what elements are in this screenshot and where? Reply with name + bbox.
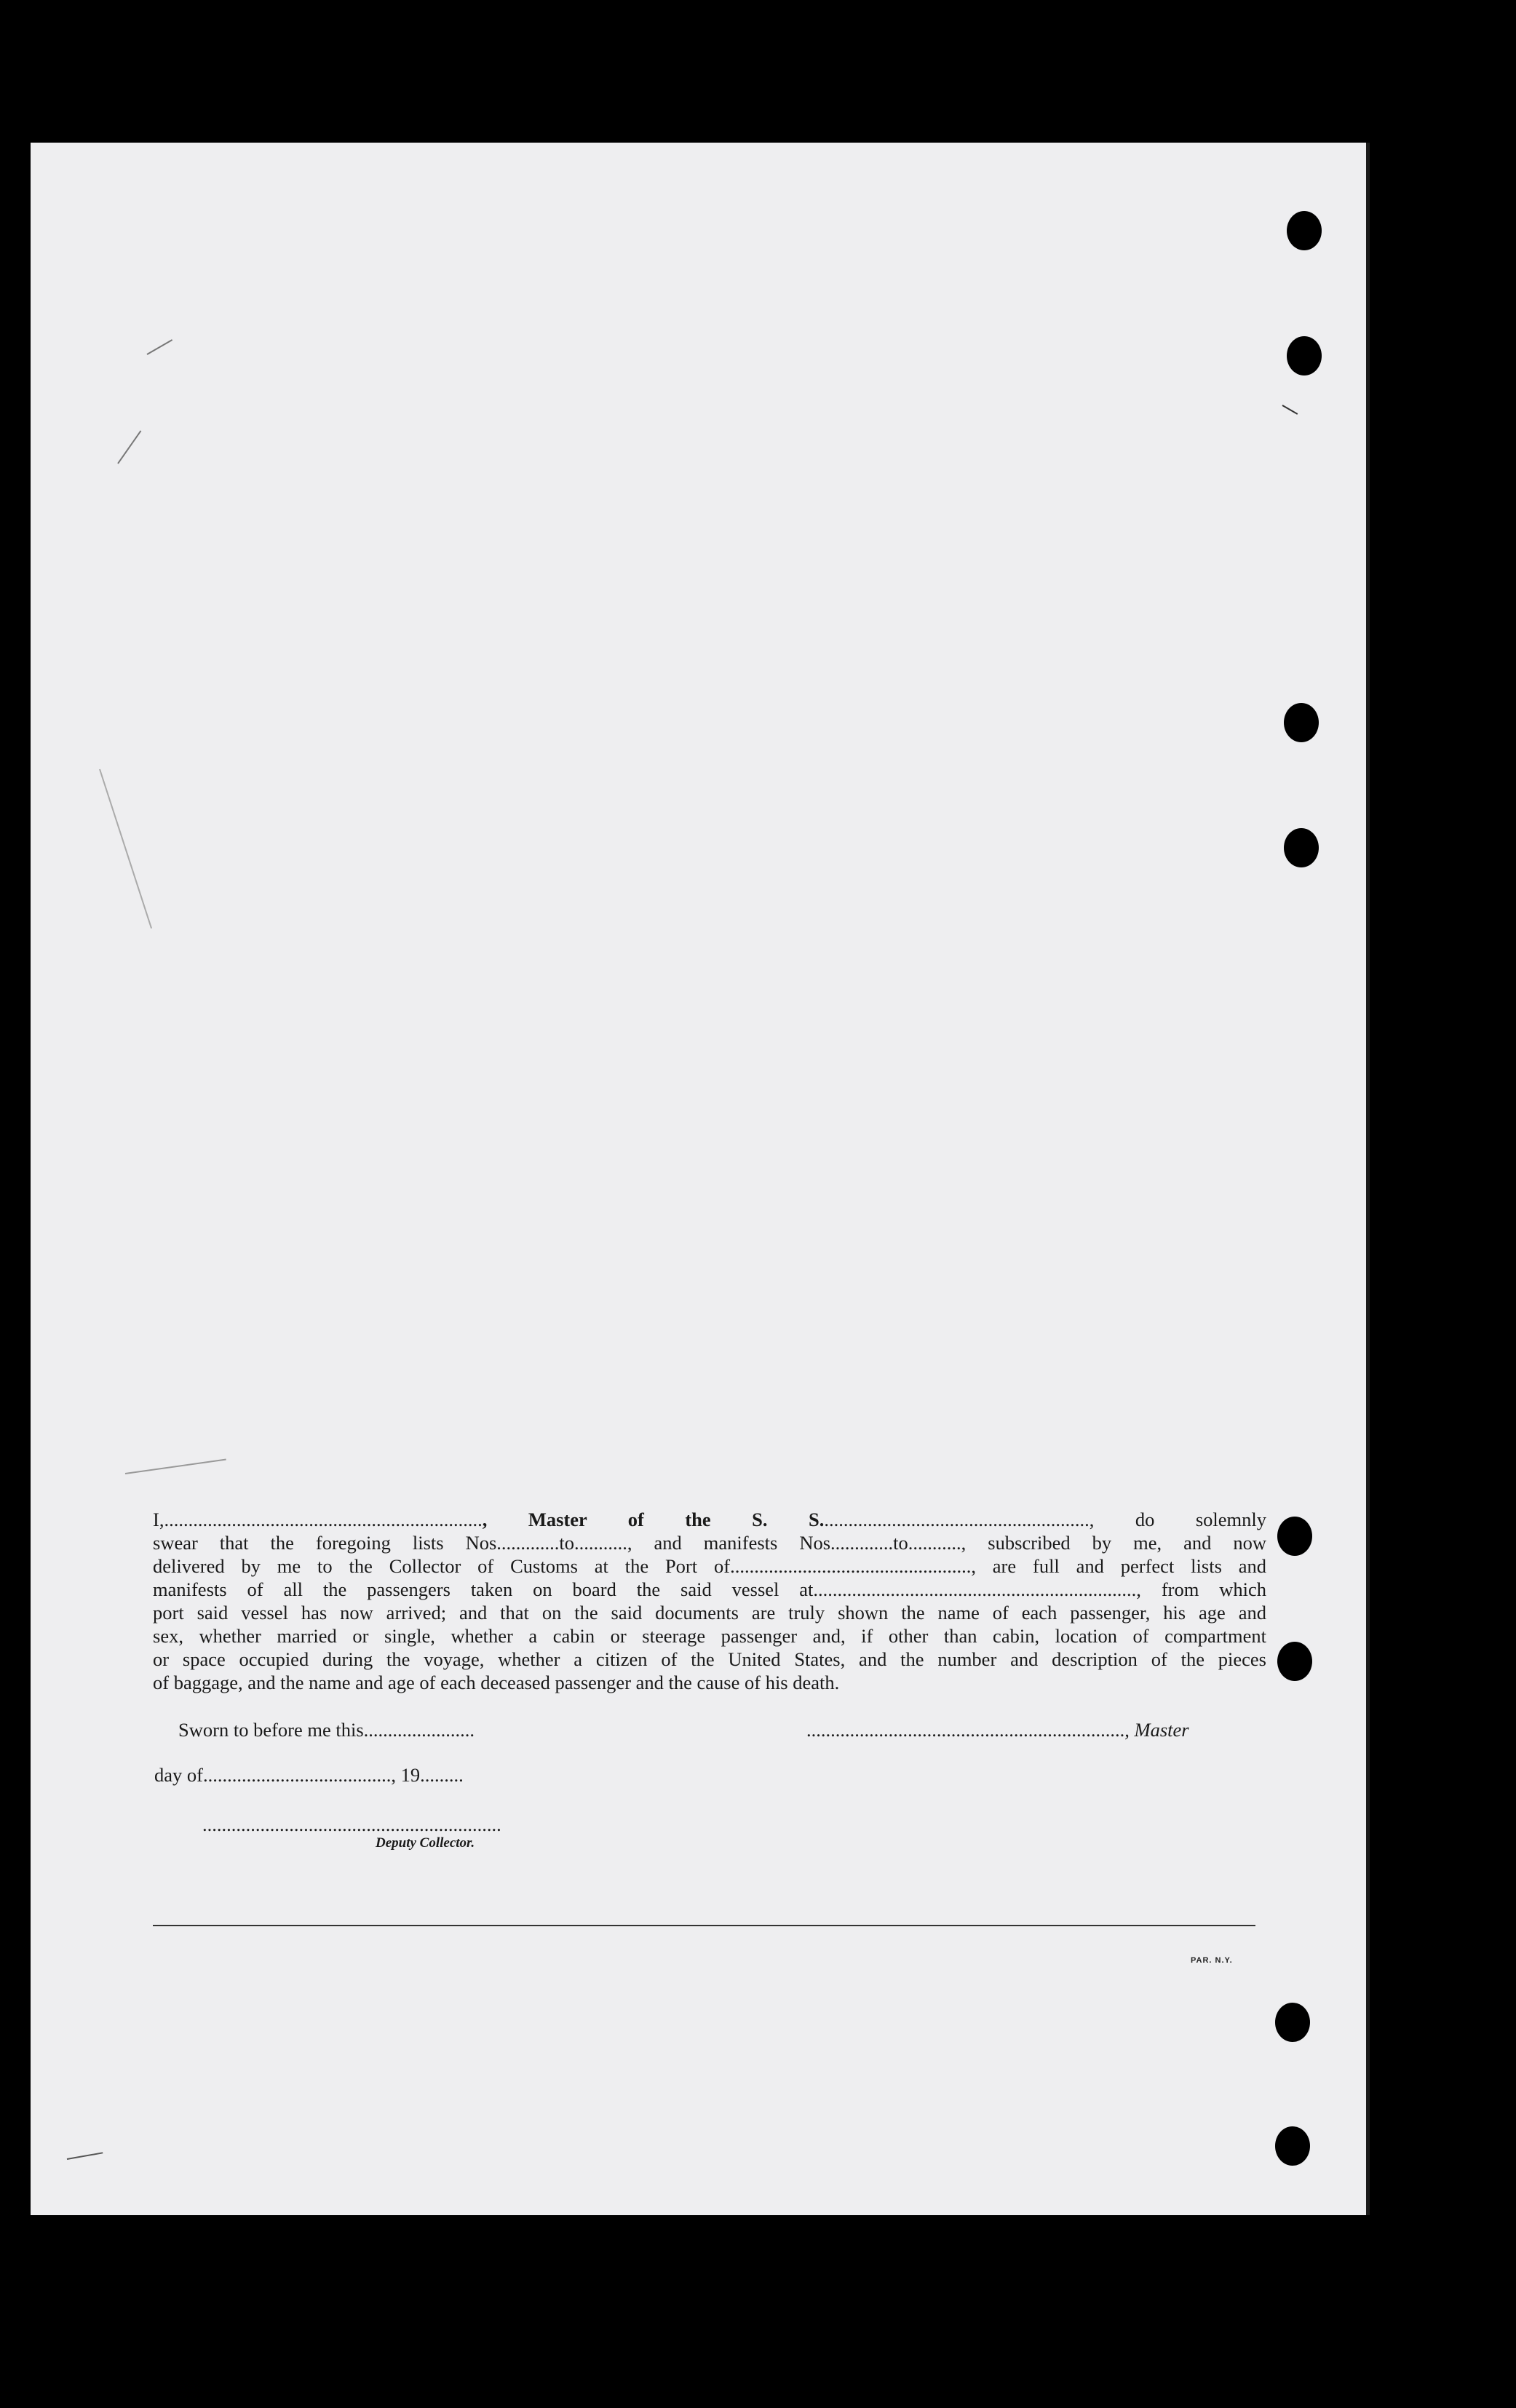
pen-mark (67, 2152, 103, 2160)
punch-hole (1277, 1642, 1312, 1681)
pen-mark (117, 430, 141, 464)
signature-blank: .................................................................. (806, 1719, 1125, 1741)
oath-line-3 (153, 1554, 1266, 1578)
punch-hole (1275, 2003, 1310, 2042)
day-of-line (154, 1764, 464, 1787)
oath-line-4 (153, 1578, 1266, 1601)
oath-text: swear that the foregoing lists Nos. (153, 1532, 501, 1554)
fill-in-blank: ........... (574, 1532, 627, 1554)
printer-mark: PAR. N.Y. (1191, 1956, 1233, 1965)
document-sheet (31, 143, 1370, 2215)
oath-line-1 (153, 1508, 1266, 1531)
pen-mark (1282, 405, 1298, 415)
punch-hole (1284, 828, 1319, 867)
fill-in-blank: ....................................................... (824, 1509, 1090, 1530)
oath-text: manifests of all the passengers taken on board the said vessel at (153, 1578, 814, 1600)
oath-text: delivered by me to the Collector of Customs at the Port of (153, 1555, 731, 1577)
fill-in-blank: ............ (835, 1532, 894, 1554)
oath-text: I, (153, 1509, 164, 1530)
pen-mark (99, 769, 152, 929)
fill-in-blank: ................................................................... (813, 1578, 1137, 1600)
punch-hole (1287, 211, 1322, 250)
master-oath-paragraph (153, 1508, 1266, 1694)
fill-in-blank: ....................... (363, 1719, 475, 1741)
oath-text: to (893, 1532, 908, 1554)
oath-text: , do solemnly (1089, 1509, 1266, 1530)
master-signature-label: , Master (1124, 1719, 1189, 1741)
oath-line-2 (153, 1531, 1266, 1554)
punch-hole (1275, 2126, 1310, 2166)
fill-in-blank: .................................................................. (164, 1509, 483, 1530)
day-of-label: day of (154, 1764, 203, 1786)
punch-hole (1287, 336, 1322, 375)
oath-text: , from which (1136, 1578, 1267, 1600)
oath-line-6: sex, whether married or single, whether a cabin or steerage passenger and, if other than cabin, location of compartment (153, 1625, 1266, 1647)
punch-hole (1284, 703, 1319, 742)
deputy-signature-blank: .............................................................. (202, 1813, 501, 1835)
sworn-before-me-line (178, 1719, 475, 1741)
fill-in-blank: ........... (908, 1532, 961, 1554)
deputy-collector-label: Deputy Collector. (376, 1835, 475, 1851)
pen-mark (147, 339, 173, 355)
oath-line-5: port said vessel has now arrived; and that on the said documents are truly shown the name of each passenger, his age and (153, 1602, 1266, 1624)
oath-text: , and manifests Nos. (627, 1532, 836, 1554)
master-signature-line (806, 1719, 1189, 1741)
fill-in-blank: ............ (501, 1532, 560, 1554)
oath-line-7: or space occupied during the voyage, whether a citizen of the United States, and the number and description of the pieces (153, 1648, 1266, 1670)
oath-text: , subscribed by me, and now (961, 1532, 1266, 1554)
fill-in-blank: ......... (420, 1764, 464, 1786)
oath-line-8: of baggage, and the name and age of each deceased passenger and the cause of his death. (153, 1672, 840, 1693)
punch-hole (1277, 1517, 1312, 1556)
year-label: , 19 (391, 1764, 421, 1786)
oath-text: , are full and perfect lists and (971, 1555, 1266, 1577)
fill-in-blank: .................................................. (730, 1555, 972, 1577)
pen-mark (125, 1459, 226, 1474)
master-of-ss-label: , Master of the S. S. (482, 1509, 825, 1530)
fill-in-blank: ....................................... (202, 1764, 392, 1786)
sworn-label: Sworn to before me this (178, 1719, 364, 1741)
horizontal-rule (153, 1925, 1255, 1926)
oath-text: to (559, 1532, 575, 1554)
